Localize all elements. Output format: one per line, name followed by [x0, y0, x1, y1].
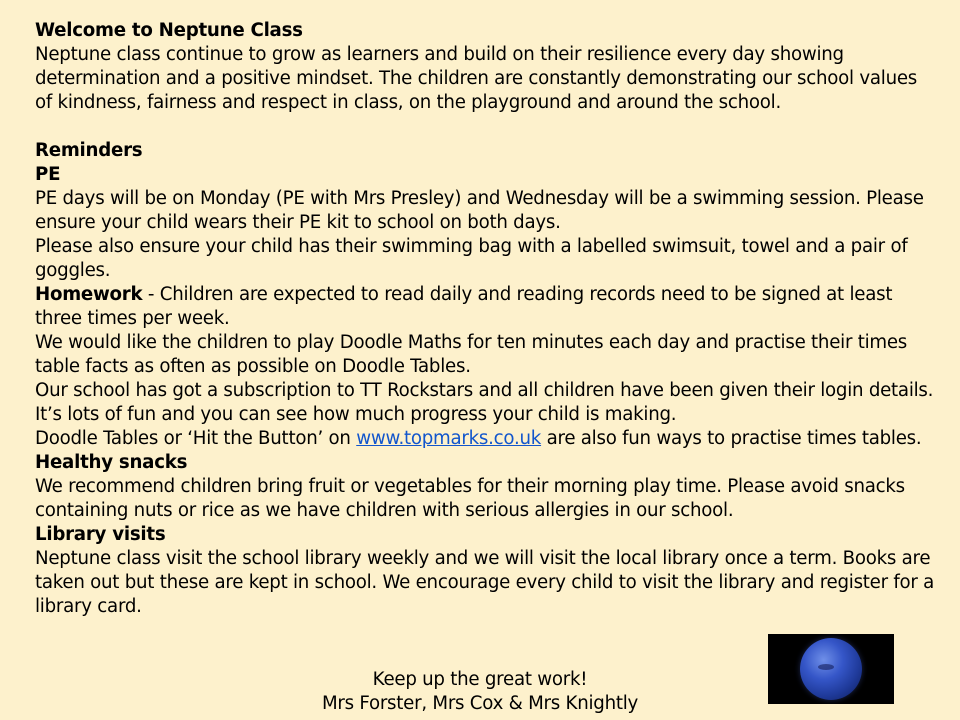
neptune-planet-icon	[800, 638, 862, 700]
times-tables-paragraph	[35, 427, 935, 451]
pe-days-text: PE days will be on Monday (PE with Mrs Presley) and Wednesday will be a swimming session. Please ensure your child wears their PE kit to school on both days.	[35, 188, 924, 233]
pe-swimming-text: Please also ensure your child has their swimming bag with a labelled swimsuit, towel and a pair of goggles.	[35, 236, 908, 281]
healthy-snacks-text: We recommend children bring fruit or vegetables for their morning play time. Please avoid snacks containing nuts or rice as we have children with serious allergies in our school.	[35, 476, 905, 521]
topmarks-link[interactable]: www.topmarks.co.uk	[356, 428, 542, 449]
neptune-image	[768, 634, 894, 704]
spacer	[35, 115, 935, 139]
healthy-snacks-heading: Healthy snacks	[35, 452, 188, 473]
doodle-maths-text: We would like the children to play Doodle Maths for ten minutes each day and practise their times table facts as often as possible on Doodle Tables.	[35, 332, 908, 377]
library-visits-heading: Library visits	[35, 524, 166, 545]
reminders-heading: Reminders	[35, 140, 143, 161]
signoff-teachers: Mrs Forster, Mrs Cox & Mrs Knightly	[321, 693, 639, 714]
welcome-heading: Welcome to Neptune Class	[35, 20, 303, 41]
times-tables-text-before: Doodle Tables or ‘Hit the Button’ on	[35, 428, 357, 449]
library-visits-text: Neptune class visit the school library weekly and we will visit the local library once a term. Books are taken out but these are kept in school. We encourage every child to visit the library and register for a library card.	[35, 548, 935, 617]
homework-paragraph	[35, 283, 935, 331]
pe-heading: PE	[35, 164, 61, 185]
times-tables-text-after: are also fun ways to practise times tables.	[541, 428, 922, 449]
newsletter-body	[35, 19, 935, 619]
homework-text: - Children are expected to read daily and reading records need to be signed at least three times per week.	[35, 284, 893, 329]
signoff	[180, 668, 780, 716]
homework-heading: Homework	[35, 284, 143, 305]
tt-rockstars-text: Our school has got a subscription to TT Rockstars and all children have been given their login details. It’s lots of fun and you can see how much progress your child is making.	[35, 380, 934, 425]
signoff-message: Keep up the great work!	[372, 669, 588, 690]
welcome-paragraph: Neptune class continue to grow as learners and build on their resilience every day showing determination and a positive mindset. The children are constantly demonstrating our school values of kindness, fairness and respect in class, on the playground and around the school.	[35, 44, 918, 113]
